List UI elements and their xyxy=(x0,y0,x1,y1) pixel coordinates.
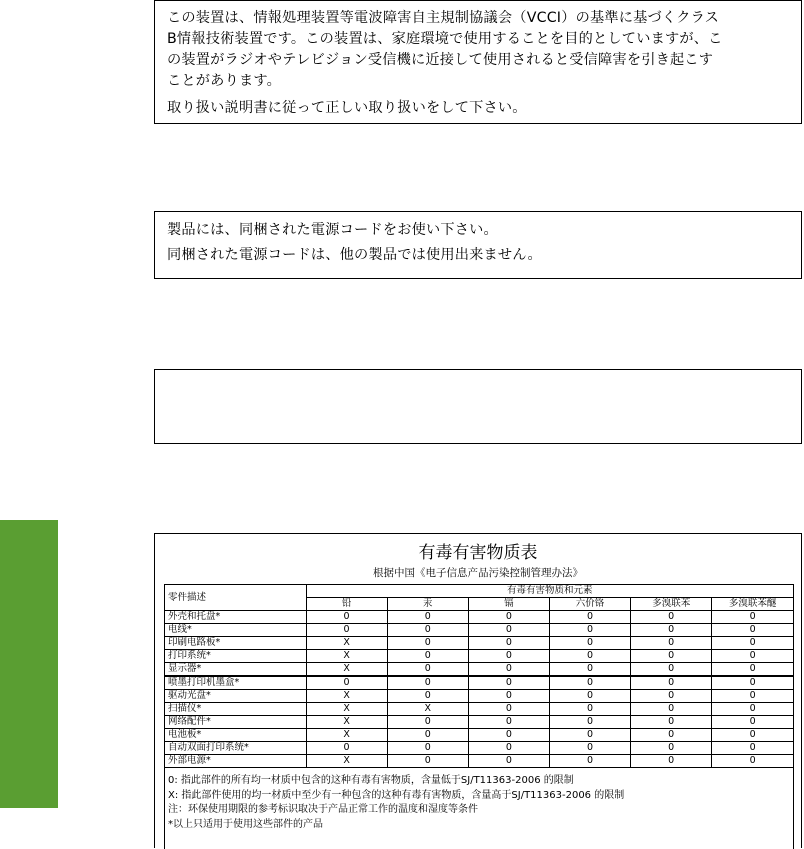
substance-value-cell: 0 xyxy=(631,663,712,677)
substance-value-cell: 0 xyxy=(631,676,712,690)
substance-value-cell: 0 xyxy=(712,650,793,663)
substance-value-cell: 0 xyxy=(468,637,549,650)
table-row xyxy=(165,729,793,742)
table-row xyxy=(165,755,793,768)
substance-value-cell: X xyxy=(306,755,387,768)
substance-value-cell: X xyxy=(387,703,468,716)
substance-value-cell: X xyxy=(306,650,387,663)
table-row xyxy=(165,703,793,716)
part-name-cell: 外部电源* xyxy=(165,755,306,768)
power-cord-line-1: 製品には、同梱された電源コードをお使い下さい。 xyxy=(167,222,498,238)
substance-value-cell: 0 xyxy=(631,742,712,755)
table-row xyxy=(165,690,793,703)
table-row xyxy=(165,650,793,663)
substance-value-cell: 0 xyxy=(712,611,793,624)
power-cord-line-2: 同梱された電源コードは、他の製品では使用出来ません。 xyxy=(167,247,542,263)
substance-value-cell: X xyxy=(306,637,387,650)
substance-value-cell: 0 xyxy=(387,716,468,729)
substance-value-cell: 0 xyxy=(306,742,387,755)
substance-value-cell: 0 xyxy=(631,690,712,703)
substance-value-cell: 0 xyxy=(387,624,468,637)
section-side-tab xyxy=(0,520,58,808)
part-name-cell: 喷墨打印机墨盒* xyxy=(165,676,306,690)
substance-value-cell: 0 xyxy=(631,624,712,637)
part-name-cell: 驱动光盘* xyxy=(165,690,306,703)
substance-value-cell: 0 xyxy=(631,611,712,624)
substance-value-cell: X xyxy=(306,663,387,677)
substance-value-cell: 0 xyxy=(712,663,793,677)
substance-group-header: 有毒有害物质和元素 xyxy=(306,585,793,598)
substance-value-cell: 0 xyxy=(549,676,630,690)
substance-value-cell: 0 xyxy=(468,690,549,703)
table-row xyxy=(165,676,793,690)
table-row xyxy=(165,624,793,637)
toxic-table-title: 有毒有害物质表 xyxy=(418,543,538,563)
substance-value-cell: 0 xyxy=(468,611,549,624)
part-name-cell: 电线* xyxy=(165,624,306,637)
part-name-cell: 外壳和托盘* xyxy=(165,611,306,624)
part-name-cell: 打印系统* xyxy=(165,650,306,663)
substance-value-cell: 0 xyxy=(387,755,468,768)
substance-value-cell: 0 xyxy=(712,703,793,716)
substance-header: 多溴联苯醚 xyxy=(712,598,793,611)
substance-value-cell: 0 xyxy=(712,690,793,703)
substance-value-cell: 0 xyxy=(549,690,630,703)
substance-value-cell: 0 xyxy=(468,624,549,637)
toxic-substances-panel xyxy=(154,533,802,848)
substance-value-cell: 0 xyxy=(549,624,630,637)
substance-value-cell: 0 xyxy=(712,676,793,690)
substance-value-cell: 0 xyxy=(468,755,549,768)
substance-value-cell: X xyxy=(306,690,387,703)
substance-value-cell: 0 xyxy=(387,729,468,742)
part-name-cell: 电池板* xyxy=(165,729,306,742)
table-row xyxy=(165,716,793,729)
substance-value-cell: 0 xyxy=(387,676,468,690)
substance-value-cell: 0 xyxy=(631,650,712,663)
substance-value-cell: 0 xyxy=(631,703,712,716)
substance-header: 铅 xyxy=(306,598,387,611)
substance-header: 六价铬 xyxy=(549,598,630,611)
substance-header: 汞 xyxy=(387,598,468,611)
vcci-notice-box xyxy=(154,0,802,124)
substance-value-cell: 0 xyxy=(549,650,630,663)
part-name-cell: 网络配件* xyxy=(165,716,306,729)
substance-header: 镉 xyxy=(468,598,549,611)
note-epup: 注：环保使用期限的参考标识取决于产品正常工作的温度和湿度等条件 xyxy=(168,804,478,815)
toxic-substances-table xyxy=(165,585,793,768)
part-name-cell: 扫描仪* xyxy=(165,703,306,716)
substance-value-cell: 0 xyxy=(468,676,549,690)
substance-value-cell: 0 xyxy=(387,611,468,624)
toxic-table-subtitle: 根据中国《电子信息产品污染控制管理办法》 xyxy=(373,567,583,579)
substance-value-cell: 0 xyxy=(631,637,712,650)
substance-value-cell: 0 xyxy=(712,624,793,637)
vcci-instruction: 取り扱い説明書に従って正しい取り扱いをして下さい。 xyxy=(167,100,527,116)
substance-value-cell: 0 xyxy=(712,637,793,650)
substance-value-cell: 0 xyxy=(631,716,712,729)
substance-value-cell: 0 xyxy=(468,650,549,663)
part-name-cell: 印刷电路板* xyxy=(165,637,306,650)
substance-value-cell: 0 xyxy=(712,742,793,755)
substance-value-cell: 0 xyxy=(712,716,793,729)
substance-value-cell: 0 xyxy=(631,729,712,742)
substance-value-cell: 0 xyxy=(468,716,549,729)
substance-value-cell: 0 xyxy=(631,755,712,768)
empty-notice-box xyxy=(154,369,802,444)
substance-value-cell: 0 xyxy=(387,663,468,677)
substance-value-cell: 0 xyxy=(306,676,387,690)
substance-value-cell: X xyxy=(306,729,387,742)
table-row xyxy=(165,663,793,677)
substance-value-cell: 0 xyxy=(549,637,630,650)
substance-value-cell: 0 xyxy=(387,637,468,650)
table-row xyxy=(165,742,793,755)
substance-value-cell: 0 xyxy=(549,663,630,677)
substance-value-cell: 0 xyxy=(468,703,549,716)
substance-value-cell: 0 xyxy=(549,703,630,716)
substance-value-cell: 0 xyxy=(468,663,549,677)
substance-value-cell: 0 xyxy=(306,611,387,624)
toxic-table-frame xyxy=(164,584,794,849)
note-zero: 0: 指此部件的所有均一材质中包含的这种有毒有害物质，含量低于SJ/T11363-2006 的限制 xyxy=(168,775,574,786)
substance-value-cell: 0 xyxy=(468,729,549,742)
substance-value-cell: 0 xyxy=(549,742,630,755)
substance-value-cell: 0 xyxy=(387,690,468,703)
substance-value-cell: 0 xyxy=(549,755,630,768)
substance-value-cell: 0 xyxy=(549,611,630,624)
substance-value-cell: 0 xyxy=(387,650,468,663)
part-description-header: 零件描述 xyxy=(165,585,306,611)
part-name-cell: 显示器* xyxy=(165,663,306,677)
power-cord-notice-box xyxy=(154,211,802,279)
substance-value-cell: 0 xyxy=(712,729,793,742)
substance-value-cell: 0 xyxy=(712,755,793,768)
table-row xyxy=(165,611,793,624)
substance-value-cell: 0 xyxy=(549,716,630,729)
substance-value-cell: 0 xyxy=(549,729,630,742)
substance-value-cell: 0 xyxy=(306,624,387,637)
substance-value-cell: 0 xyxy=(387,742,468,755)
part-name-cell: 自动双面打印系统* xyxy=(165,742,306,755)
substance-value-cell: 0 xyxy=(468,742,549,755)
substance-header: 多溴联苯 xyxy=(631,598,712,611)
note-x: X: 指此部件使用的均一材质中至少有一种包含的这种有毒有害物质，含量高于SJ/T11363-2006 的限制 xyxy=(168,789,625,801)
note-scope: *以上只适用于使用这些部件的产品 xyxy=(168,818,323,830)
table-row xyxy=(165,637,793,650)
substance-value-cell: X xyxy=(306,716,387,729)
substance-value-cell: X xyxy=(306,703,387,716)
vcci-notice-text: この装置は、情報処理装置等電波障害自主規制協議会（VCCI）の基準に基づくクラス B情報技術装置です。この装置は、家庭環境で使用することを目的としていますが、こ の装置がラジオやテレビジョン受信機に近接して使用されると受信障害を引き起こす ことがあります。 xyxy=(167,10,723,89)
toxic-table-notes xyxy=(165,768,793,832)
